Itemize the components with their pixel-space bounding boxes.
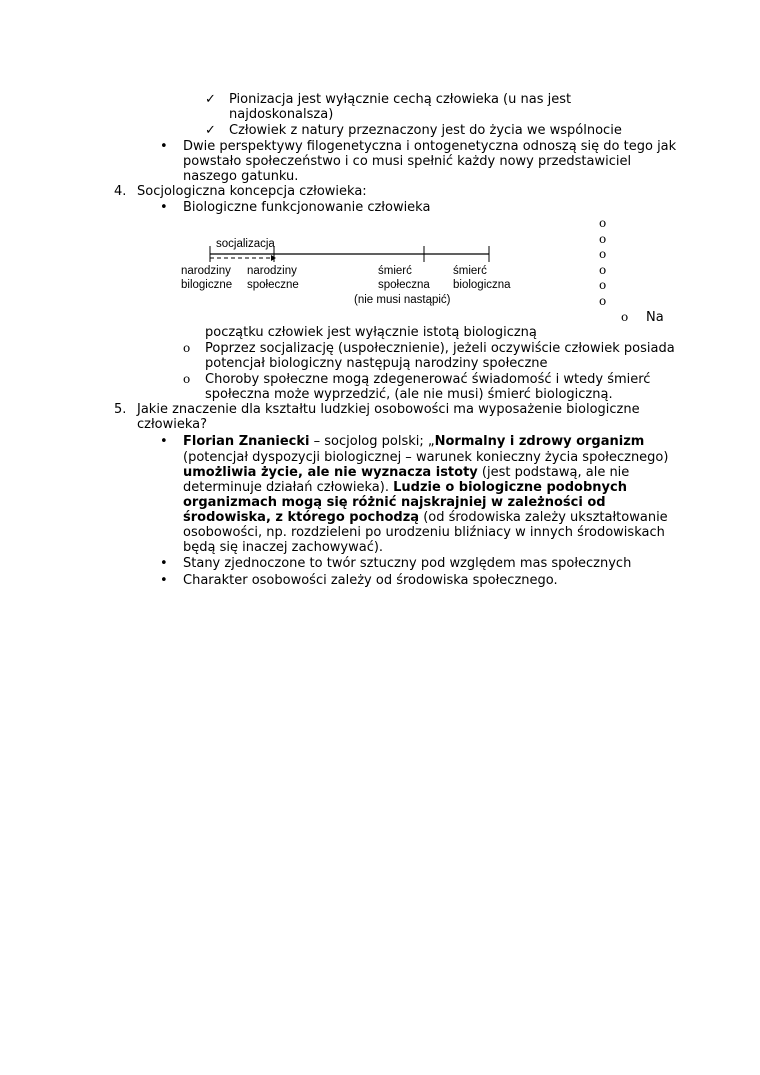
section-4-heading: Socjologiczna koncepcja człowieka: (137, 184, 367, 199)
znaniecki-line-3 (183, 465, 629, 480)
label-death-bio-2: biologiczna (453, 279, 511, 291)
circle-bullet-icon: o (599, 247, 607, 261)
bullet-perspectives-line-2: powstało społeczeństwo i co musi spełnić każdy nowy przedstawiciel (183, 154, 632, 169)
plain-text: – socjolog polski; „ (309, 434, 435, 449)
sub-item-2-line-1: Poprzez socjalizację (uspołecznienie), jeżeli oczywiście człowiek posiada (205, 341, 675, 356)
bold-text: Ludzie o biologiczne podobnych (393, 480, 627, 495)
sub-item-1-cont: początku człowiek jest wyłącznie istotą biologiczną (205, 325, 537, 340)
znaniecki-line-6 (183, 510, 668, 525)
circle-bullet-icon: o (183, 341, 191, 355)
label-birth-bio-2: bilogiczne (181, 279, 233, 291)
check-item-1-line-1: Pionizacja jest wyłącznie cechą człowieka (u nas jest (229, 92, 572, 107)
section-5-heading-line-2: człowieka? (137, 417, 208, 432)
bullet-usa: Stany zjednoczone to twór sztuczny pod względem mas społecznych (183, 556, 632, 571)
znaniecki-line-5 (183, 495, 606, 510)
bold-quote: Normalny i zdrowy organizm (434, 434, 645, 449)
section-5-heading-line-1: Jakie znaczenie dla kształtu ludzkiej osobowości ma wyposażenie biologiczne (137, 402, 640, 417)
znaniecki-line-2: (potencjał dyspozycji biologicznej – warunek konieczny życia społecznego) (183, 450, 669, 465)
check-icon: ✓ (205, 92, 216, 107)
label-death-soc-2: społeczna (378, 279, 430, 291)
bullet-perspectives-line-1: Dwie perspektywy filogenetyczna i ontogenetyczna odnoszą się do tego jak (183, 139, 677, 154)
bullet-icon: • (160, 556, 168, 571)
bold-text: umożliwia życie, ale nie wyznacza istoty (183, 465, 478, 480)
bold-text: środowiska, z którego pochodzą (183, 510, 420, 525)
check-icon: ✓ (205, 123, 216, 138)
circle-bullet-icon: o (599, 216, 607, 230)
bold-text: organizmach mogą się różnić najskrajniej w zależności od (183, 495, 606, 510)
plain-text: (od środowiska zależy ukształtowanie (419, 510, 668, 525)
znaniecki-line-7: osobowości, np. rozdzieleni po urodzeniu bliźniacy w innych środowiskach (183, 525, 665, 540)
circle-bullet-icon: o (599, 278, 607, 292)
bullet-icon: • (160, 200, 168, 215)
plain-text: (jest podstawą, ale nie (477, 465, 630, 480)
circle-bullet-icon: o (599, 263, 607, 277)
circle-bullet-icon: o (599, 232, 607, 246)
bullet-character: Charakter osobowości zależy od środowiska społecznego. (183, 573, 558, 588)
label-death-soc-3: (nie musi nastąpić) (354, 294, 451, 306)
znaniecki-line-1 (183, 434, 644, 449)
life-timeline-diagram (175, 236, 525, 312)
sub-item-3-line-1: Choroby społeczne mogą zdegenerować świadomość i wtedy śmierć (205, 372, 651, 387)
znaniecki-line-8: będą się inaczej zachowywać). (183, 540, 384, 555)
check-item-1-line-2: najdoskonalsza) (229, 107, 334, 122)
check-item-2: Człowiek z natury przeznaczony jest do życia we wspólnocie (229, 123, 622, 138)
label-birth-bio-1: narodziny (181, 265, 231, 277)
sub-item-1-start: Na (646, 310, 664, 325)
bullet-icon: • (160, 434, 168, 449)
circle-bullet-icon: o (621, 310, 629, 324)
bullet-perspectives-line-3: naszego gatunku. (183, 169, 299, 184)
bold-name: Florian Znaniecki (183, 434, 310, 449)
circle-bullet-icon: o (183, 372, 191, 386)
plain-text: determinuje działań człowieka). (183, 480, 394, 495)
label-death-soc-1: śmierć (378, 265, 412, 277)
label-birth-soc-1: narodziny (247, 265, 297, 277)
znaniecki-line-4 (183, 480, 627, 495)
label-death-bio-1: śmierć (453, 265, 487, 277)
sub-item-3-line-2: społeczna może wyprzedzić, (ale nie musi) śmierć biologiczną. (205, 387, 613, 402)
circle-bullet-icon: o (599, 294, 607, 308)
label-birth-soc-2: społeczne (247, 279, 299, 291)
bullet-icon: • (160, 573, 168, 588)
section-5-number: 5. (114, 402, 127, 417)
label-socialization: socjalizacja (216, 238, 275, 250)
bullet-biological-functioning: Biologiczne funkcjonowanie człowieka (183, 200, 431, 215)
sub-item-2-line-2: potencjał biologiczny następują narodziny społeczne (205, 356, 548, 371)
bullet-icon: • (160, 139, 168, 154)
section-4-number: 4. (114, 184, 127, 199)
